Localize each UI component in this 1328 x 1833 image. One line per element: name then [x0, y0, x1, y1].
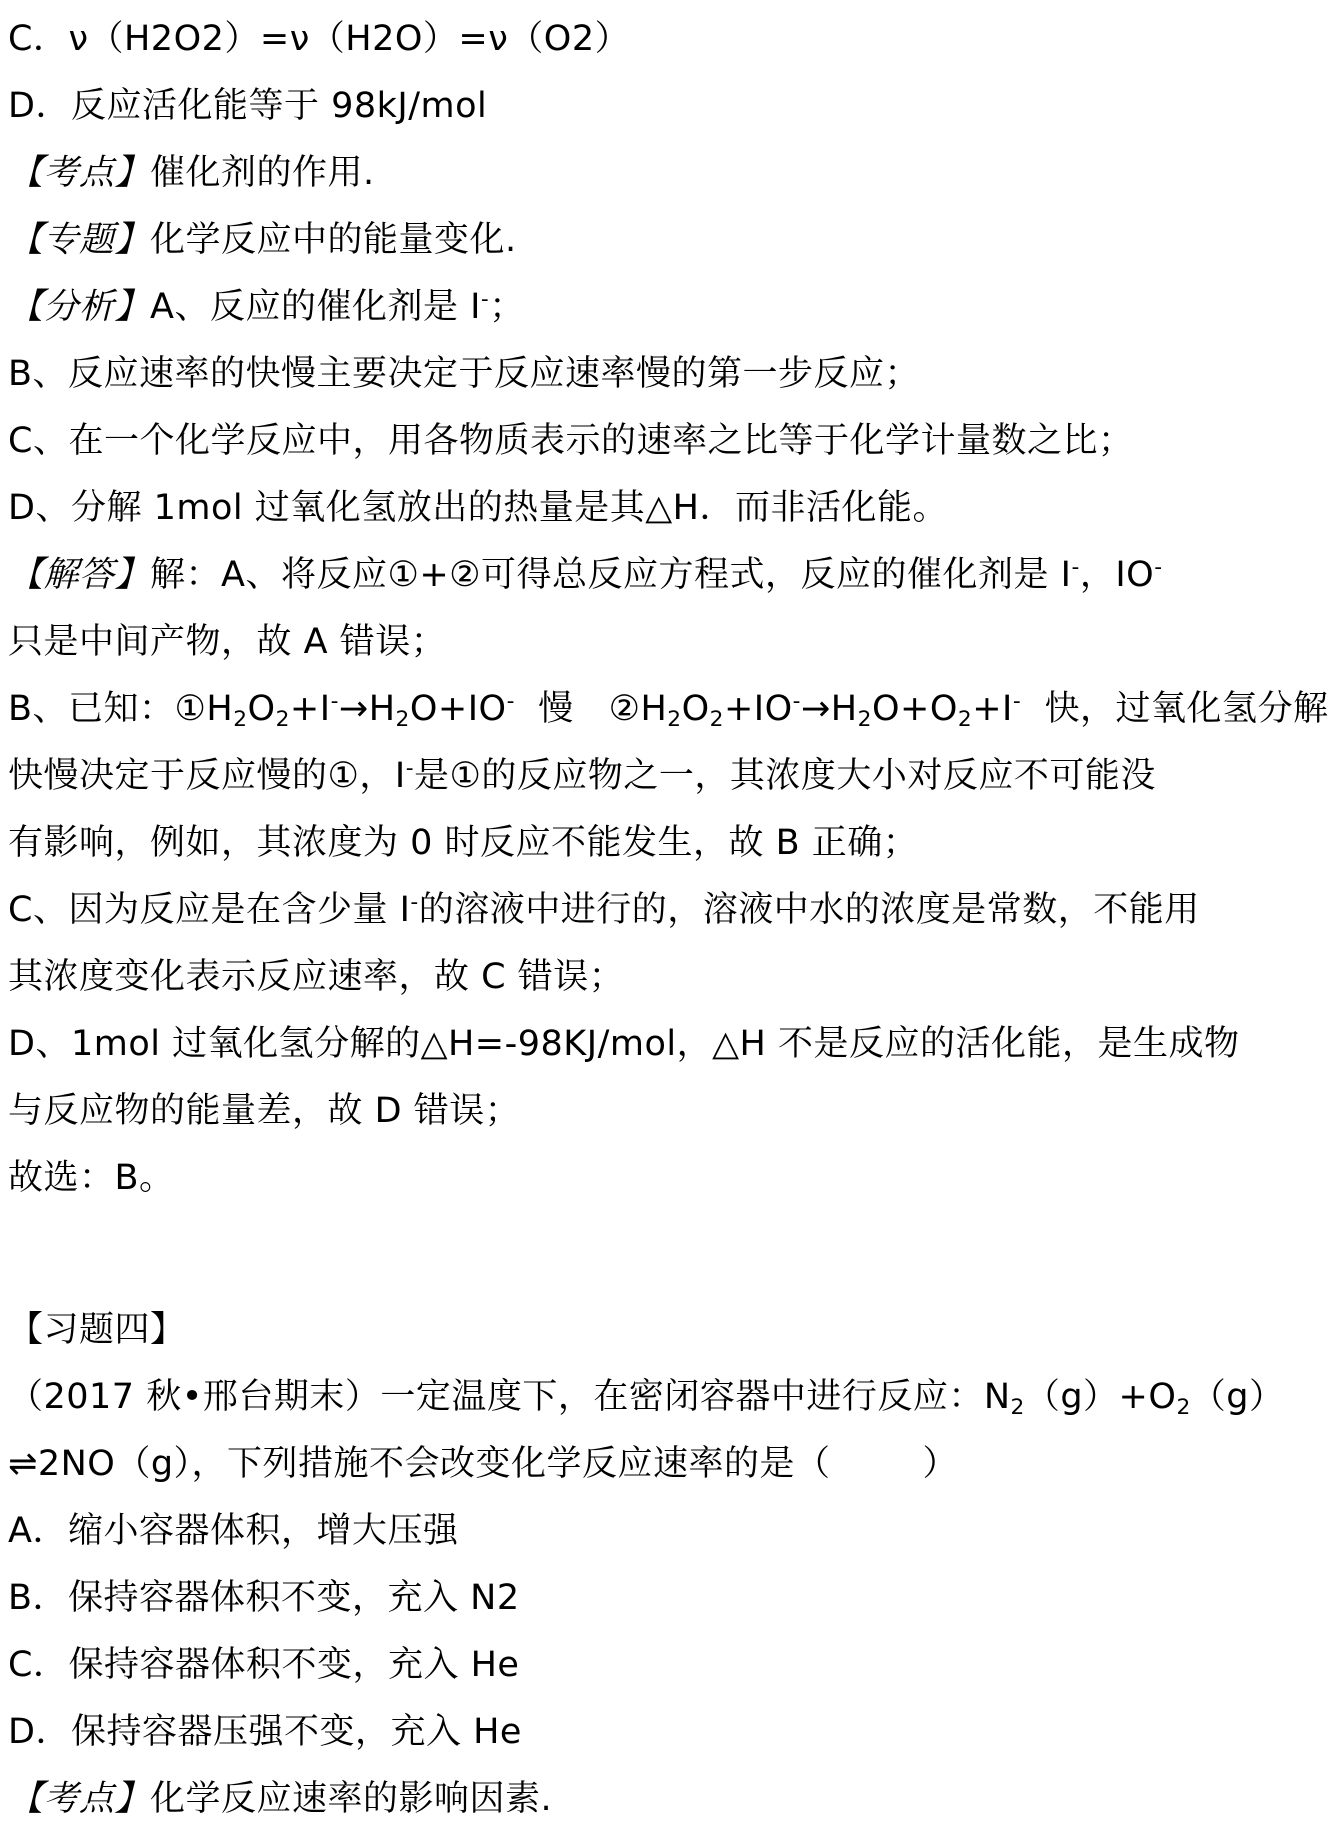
- jieda-c-line-1: [8, 877, 1272, 944]
- superscript: -: [1012, 689, 1022, 715]
- exercise-stem-line-2: [8, 1431, 1272, 1498]
- kaodian-text: 催化剂的作用.: [150, 153, 375, 193]
- superscript: -: [405, 756, 415, 782]
- text-run: 是①的反应物之一，其浓度大小对反应不可能没: [414, 756, 1156, 796]
- subscript: 2: [1176, 1395, 1191, 1421]
- fenxi-a-end: ；: [489, 287, 525, 327]
- superscript: -: [330, 689, 339, 715]
- kaodian-tag: 【考点】: [8, 153, 151, 193]
- text-run: 快慢决定于反应慢的①，I: [8, 756, 406, 796]
- subscript: 2: [275, 707, 290, 733]
- jieda-l1-mid: ，IO: [1079, 555, 1155, 595]
- exercise-stem-line-1: [8, 1364, 1285, 1431]
- prev-option-c: C．ν（H2O2）=ν（H2O）=ν（O2）: [8, 19, 631, 59]
- text-run: B、已知：①H: [8, 689, 234, 729]
- subscript: 2: [857, 707, 872, 733]
- text-run: 快，过氧化氢分解: [1021, 689, 1328, 729]
- text-run: 的溶液中进行的，溶液中水的浓度是常数，不能用: [418, 890, 1200, 930]
- jieda-tag: 【解答】: [8, 555, 151, 595]
- zhuanti-line: [8, 207, 1272, 274]
- text-run: →H: [338, 689, 396, 729]
- superscript: -: [1071, 555, 1080, 581]
- jieda-b-line-3: 有影响，例如，其浓度为 0 时反应不能发生，故 B 正确；: [8, 823, 919, 863]
- superscript: -: [410, 890, 419, 916]
- text-run: +I: [972, 689, 1013, 729]
- text-run: +IO: [723, 689, 793, 729]
- zhuanti-text: 化学反应中的能量变化.: [150, 220, 517, 260]
- kaodian-line: [8, 140, 1272, 207]
- exercise-option-d: D．保持容器压强不变，充入 He: [8, 1712, 522, 1752]
- section-gap: [8, 1212, 1272, 1297]
- jieda-b-line-2: [8, 743, 1272, 810]
- exercise-option-b: B．保持容器体积不变，充入 N2: [8, 1578, 520, 1618]
- fenxi-a-text: A、反应的催化剂是 I: [150, 287, 481, 327]
- fenxi-line-a: [8, 274, 1272, 341]
- text-run: （g）+O: [1024, 1377, 1177, 1417]
- fenxi-line-c: C、在一个化学反应中，用各物质表示的速率之比等于化学计量数之比；: [8, 421, 1134, 461]
- text-run: 慢 ②H: [514, 689, 668, 729]
- superscript: -: [792, 689, 801, 715]
- subscript: 2: [1010, 1395, 1025, 1421]
- text-run: O+O: [871, 689, 958, 729]
- subscript: 2: [957, 707, 973, 733]
- jieda-b-line-1: [8, 676, 1328, 743]
- fenxi-tag: 【分析】: [8, 287, 151, 327]
- prev-option-d: D．反应活化能等于 98kJ/mol: [8, 86, 488, 126]
- text-run: （2017 秋•邢台期末）一定温度下，在密闭容器中进行反应：N: [8, 1377, 1011, 1417]
- exercise-heading: 【习题四】: [8, 1310, 186, 1350]
- jieda-d-line-2: 与反应物的能量差，故 D 错误；: [8, 1091, 521, 1131]
- subscript: 2: [709, 707, 724, 733]
- jieda-l1-text: 解：A、将反应①+②可得总反应方程式，反应的催化剂是 I: [150, 555, 1072, 595]
- jieda-line-2: 只是中间产物，故 A 错误；: [8, 622, 447, 662]
- text-run: O: [247, 689, 276, 729]
- exercise-kaodian-line: [8, 1766, 1272, 1833]
- document-page: [8, 6, 1328, 1833]
- text-run: ）: [922, 1444, 959, 1484]
- superscript: -: [480, 287, 490, 313]
- exercise-option-c: C．保持容器体积不变，充入 He: [8, 1645, 520, 1685]
- superscript: -: [1154, 555, 1163, 581]
- kaodian-tag: 【考点】: [8, 1779, 151, 1819]
- jieda-line-1: [8, 542, 1272, 609]
- jieda-c-line-2: 其浓度变化表示反应速率，故 C 错误；: [8, 957, 625, 997]
- text-run: O: [681, 689, 710, 729]
- superscript: -: [506, 689, 515, 715]
- kaodian-text: 化学反应速率的影响因素.: [150, 1779, 553, 1819]
- exercise-option-a: A．缩小容器体积，增大压强: [8, 1511, 459, 1551]
- text-run: （g）: [1190, 1377, 1285, 1417]
- text-run: C、因为反应是在含少量 I: [8, 890, 411, 930]
- fenxi-line-b: B、反应速率的快慢主要决定于反应速率慢的第一步反应；: [8, 354, 921, 394]
- text-run: ⇌2NO（g），下列措施不会改变化学反应速率的是（: [8, 1444, 831, 1484]
- answer-line: 故选：B。: [8, 1158, 175, 1198]
- fenxi-line-d: D、分解 1mol 过氧化氢放出的热量是其△H．而非活化能。: [8, 488, 948, 528]
- text-run: +I: [289, 689, 331, 729]
- jieda-d-line-1: D、1mol 过氧化氢分解的△H=-98KJ/mol，△H 不是反应的活化能，是生成物: [8, 1024, 1240, 1064]
- text-run: O+IO: [409, 689, 507, 729]
- zhuanti-tag: 【专题】: [8, 220, 151, 260]
- subscript: 2: [667, 707, 682, 733]
- subscript: 2: [233, 707, 248, 733]
- text-run: →H: [800, 689, 858, 729]
- subscript: 2: [395, 707, 410, 733]
